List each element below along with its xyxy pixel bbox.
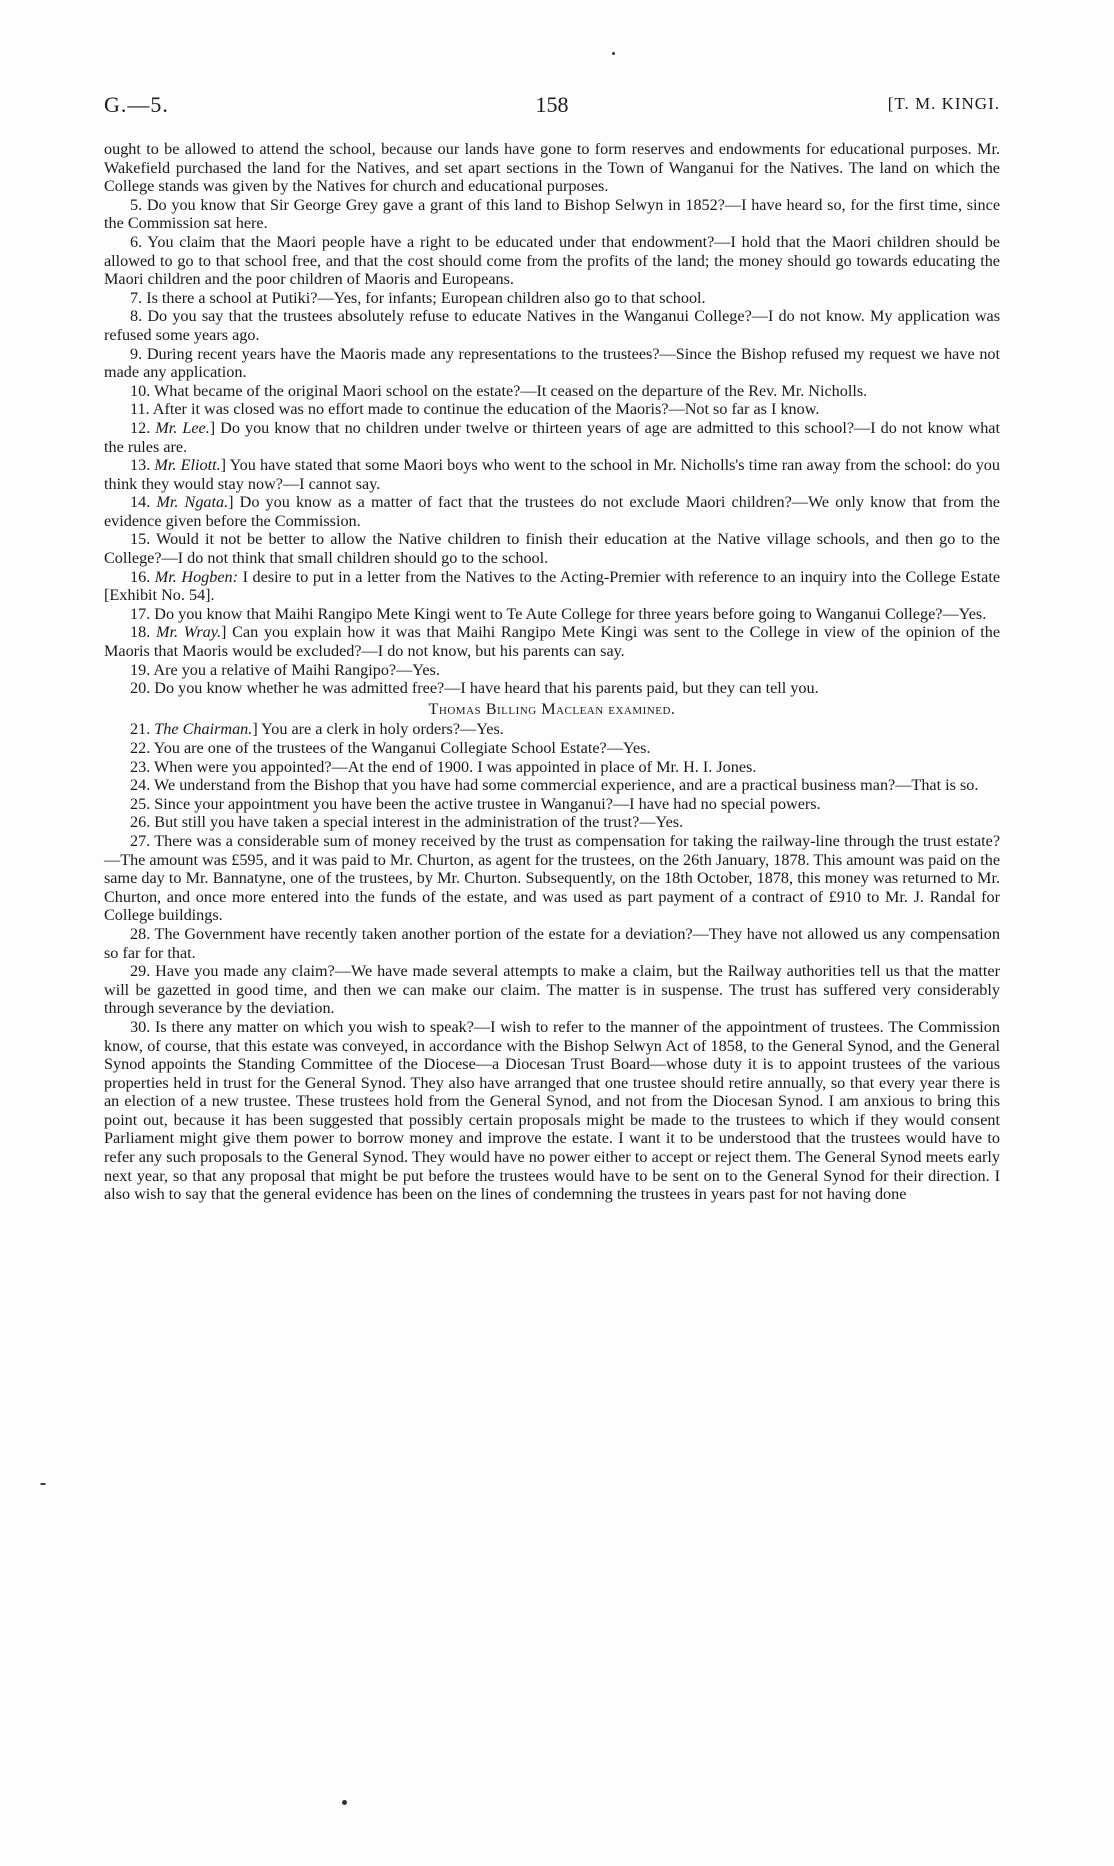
evidence-paragraph: 27. There was a considerable sum of money received by the trust as compensation for taking the railway-line through the trust estate?—The amount was £595, and it was paid to Mr. Churton, as agent for the trustees, on the 26th January, 1878. This amount was paid on the same day to Mr. Bannatyne, one of the trustees, by Mr. Churton. Subsequently, on the 18th October, 1878, this money was returned to Mr. Churton, and once more entered into the funds of the estate, and was used as part payment of a contract of £910 to Mr. J. Randal for College buildings. — [104, 831, 1001, 925]
question-number: 14. — [130, 493, 157, 512]
evidence-paragraph — [104, 568, 1000, 605]
paragraph-text: ] Can you explain how it was that Maihi Rangipo Mete Kingi was sent to the College in view of the opinion of the Maoris that Maoris would be excluded?—I do not know, but his parents can say. — [104, 623, 1001, 661]
evidence-paragraph: 25. Since your appointment you have been the active trustee in Wanganui?—I have had no special powers. — [130, 794, 821, 813]
evidence-paragraph: 22. You are one of the trustees of the Wanganui Collegiate School Estate?—Yes. — [130, 739, 651, 757]
evidence-paragraph — [104, 419, 1000, 456]
evidence-paragraph: 29. Have you made any claim?—We have made several attempts to make a claim, but the Railway authorities tell us that the matter will be gazetted in good time, and then we can make our claim. The matter is in suspense. The trust has suffered very considerably through severance by the deviation. — [104, 962, 1000, 1018]
question-number: 16. — [130, 567, 155, 586]
report-reference: G.—5. — [104, 92, 169, 117]
question-number: 12. — [130, 418, 156, 437]
question-number: 13. — [130, 456, 155, 475]
evidence-paragraph — [104, 456, 1000, 493]
witness-name: [T. M. KINGI. — [887, 94, 1000, 113]
page-header — [104, 92, 1000, 122]
evidence-paragraph: 28. The Government have recently taken another portion of the estate for a deviation?—They have not allowed us any compensation so far for that. — [104, 924, 1000, 962]
speaker-name: Mr. Hogben: — [154, 567, 239, 586]
question-number: 18. — [130, 623, 156, 642]
evidence-paragraph: 7. Is there a school at Putiki?—Yes, for infants; European children also go to that school. — [130, 288, 706, 307]
page-number: 158 — [535, 92, 569, 117]
evidence-paragraph: 10. What became of the original Maori school on the estate?—It ceased on the departure of the Rev. Mr. Nicholls. — [130, 381, 868, 400]
evidence-paragraph: 5. Do you know that Sir George Grey gave a grant of this land to Bishop Selwyn in 1852?—I have heard so, for the first time, since the Commission sat here. — [104, 195, 1000, 233]
evidence-paragraph: 23. When were you appointed?—At the end of 1900. I was appointed in place of Mr. H. I. Jones. — [130, 757, 757, 776]
evidence-paragraph: 20. Do you know whether he was admitted free?—I have heard that his parents paid, but they can tell you. — [130, 679, 819, 698]
evidence-paragraph: 17. Do you know that Maihi Rangipo Mete Kingi went to Te Aute College for three years before going to Wanganui College?—Yes. — [130, 604, 987, 623]
evidence-paragraph — [104, 493, 1000, 530]
paragraph-text: ] You have stated that some Maori boys who went to the school in Mr. Nicholls's time ran away from the school: do you think they would stay now?—I cannot say. — [104, 456, 1000, 493]
scan-speck — [342, 1800, 347, 1805]
evidence-paragraph: 24. We understand from the Bishop that you have had some commercial experience, and are a practical business man?—That is so. — [130, 776, 979, 795]
evidence-paragraph: 8. Do you say that the trustees absolutely refuse to educate Natives in the Wanganui College?—I do not know. My application was refused some years ago. — [104, 307, 1000, 344]
speaker-name: The Chairman. — [154, 720, 253, 739]
evidence-paragraph: 19. Are you a relative of Maihi Rangipo?—Yes. — [130, 660, 440, 679]
scan-speck — [612, 52, 615, 55]
evidence-paragraph — [104, 623, 1000, 660]
speaker-name: Mr. Wray. — [155, 623, 222, 642]
evidence-paragraph: 15. Would it not be better to allow the Native children to finish their education at the Native village schools, and then go to the College?—I do not think that small children should go to the school. — [104, 530, 1000, 568]
section-heading: Thomas Billing Maclean examined. — [428, 699, 676, 718]
speaker-name: Mr. Lee. — [155, 418, 210, 437]
paragraph-text: ] You are a clerk in holy orders?—Yes. — [252, 720, 504, 739]
evidence-paragraph — [104, 720, 1000, 739]
question-number: 21. — [130, 720, 155, 739]
evidence-part-1 — [104, 196, 1000, 698]
evidence-paragraph: 26. But still you have taken a special interest in the administration of the trust?—Yes. — [130, 813, 684, 832]
speaker-name: Mr. Ngata. — [156, 493, 229, 512]
document-body — [104, 140, 1000, 1204]
paragraph-text: I desire to put in a letter from the Natives to the Acting-Premier with reference to an inquiry into the College Estate [Exhibit No. 54]. — [104, 567, 1001, 605]
paragraph-text: ] Do you know that no children under twelve or thirteen years of age are admitted to this school?—I do not know what the rules are. — [104, 418, 1000, 456]
speaker-name: Mr. Eliott. — [154, 456, 221, 475]
evidence-paragraph: 6. You claim that the Maori people have a right to be educated under that endowment?—I hold that the Maori children should be allowed to go to that school free, and that the cost should come from the profits of the land; the money should go towards educating the Maori children and the poor children of Maoris and Europeans. — [104, 232, 1000, 289]
paragraph-text: ] Do you know as a matter of fact that the trustees do not exclude Maori children?—We only know that from the evidence given before the Commission. — [104, 493, 1000, 530]
opening-paragraph: ought to be allowed to attend the school, because our lands have gone to form reserves and endowments for educational purposes. Mr. Wakefield purchased the land for the Natives, and set apart sections in the Town of Wanganui for the Natives. The land on which the College stands was given by the Natives for church and educational purposes. — [104, 140, 1000, 196]
evidence-part-2 — [104, 720, 1000, 1203]
evidence-paragraph: 30. Is there any matter on which you wish to speak?—I wish to refer to the manner of the appointment of trustees. The Commission know, of course, that this estate was conveyed, in accordance with the Bishop Selwyn Act of 1858, to the General Synod, and the General Synod appoints the Standing Committee of the Diocese—a Diocesan Trust Board—whose duty it is to appoint trustees of the various properties held in trust for the General Synod. They also have arranged that one trustee should retire annually, so that every year there is an election of a new trustee. These trustees hold from the General Synod, and not from the Diocesan Synod. I am anxious to bring this point out, because it has been suggested that possibly certain proposals might be made to the trustees to which if they would consent Parliament might give them power to borrow money and improve the estate. I want it to be understood that the trustees would have to refer any such proposals to the General Synod. They would have no power either to accept or reject them. The General Synod meets early next year, so that any proposal that might be put before the trustees would have to be sent on to the General Synod for their direction. I also wish to say that the general evidence has been on the lines of condemning the trustees in years past for not having done — [104, 1017, 1000, 1204]
evidence-paragraph: 9. During recent years have the Maoris made any representations to the trustees?—Since the Bishop refused my request we have not made any application. — [104, 344, 1000, 382]
evidence-paragraph: 11. After it was closed was no effort made to continue the education of the Maoris?—Not so far as I know. — [130, 400, 820, 419]
scan-speck — [40, 1483, 46, 1485]
